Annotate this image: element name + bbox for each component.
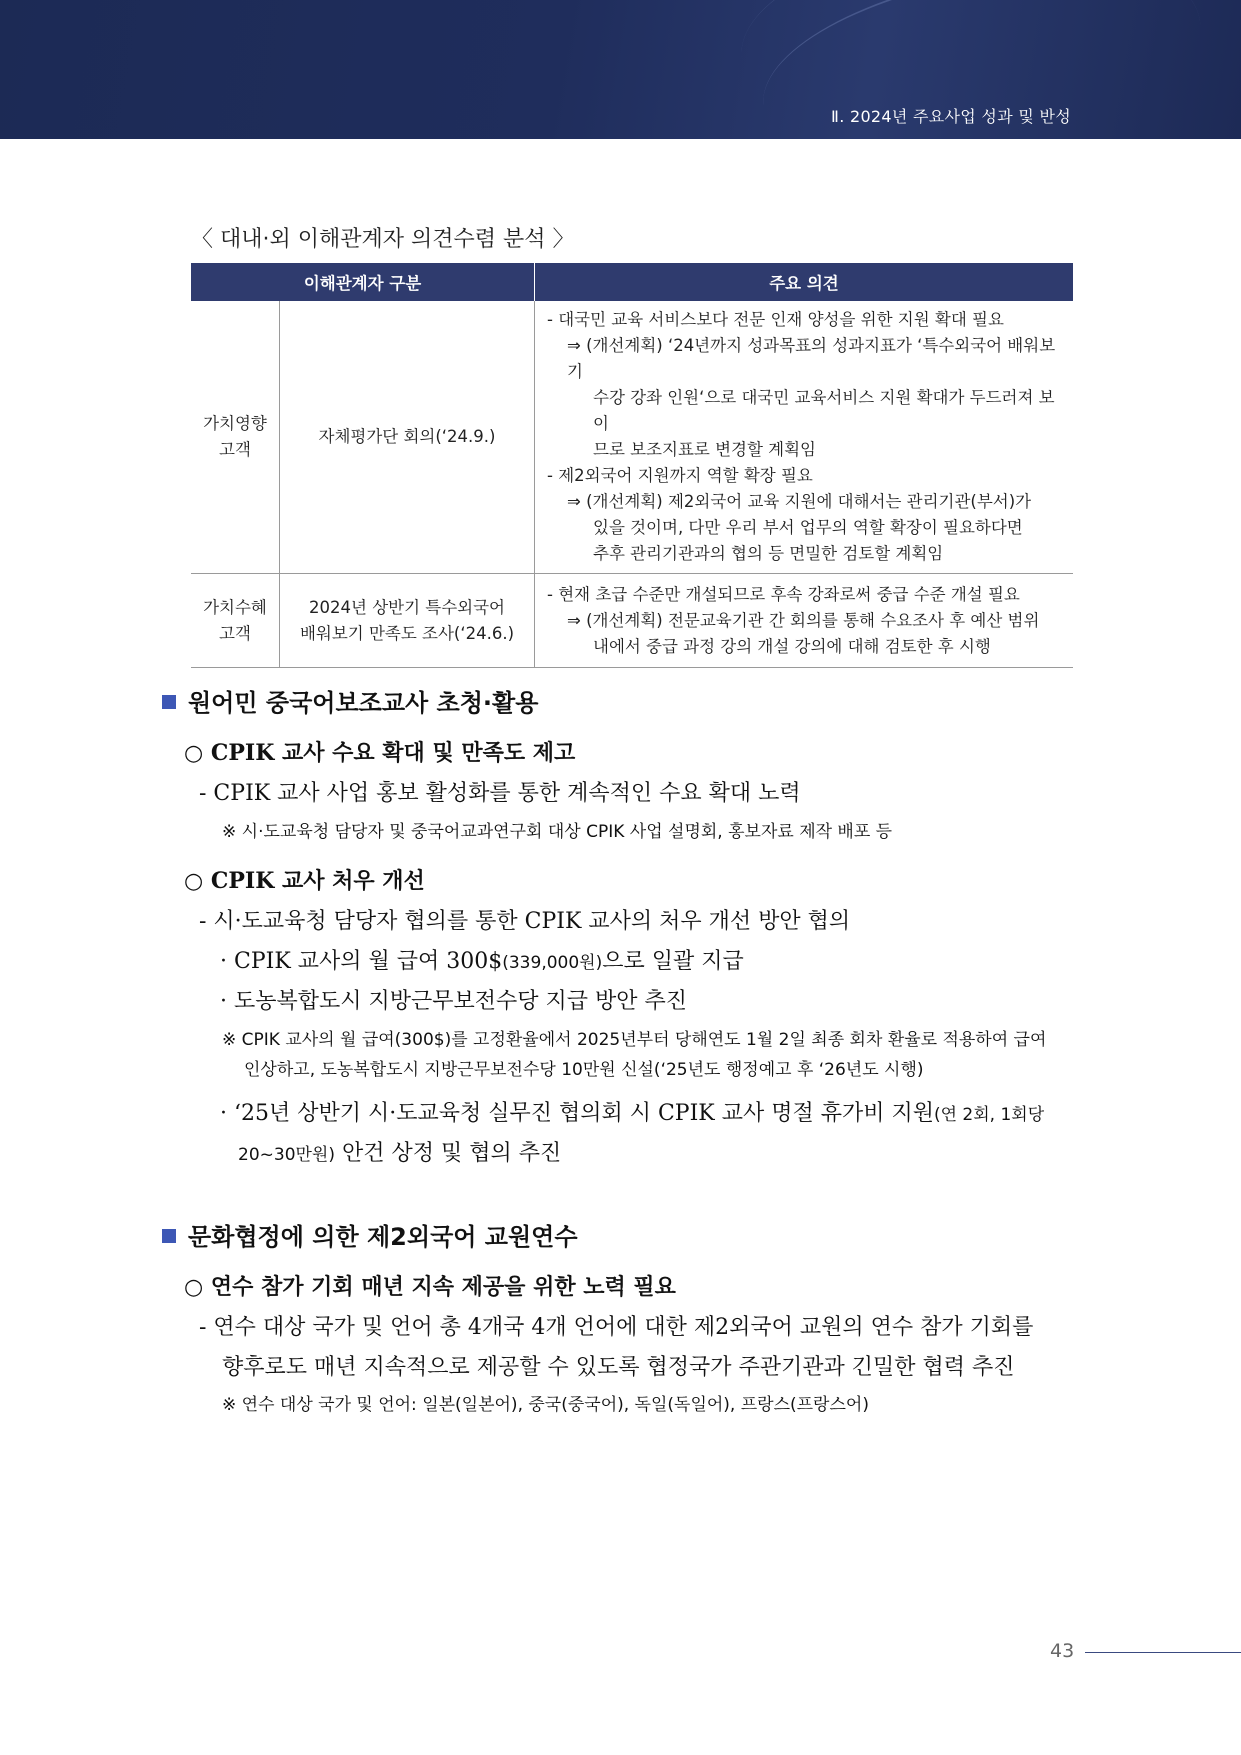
opinion-line: 추후 관리기관과의 협의 등 면밀한 검토할 계획임	[593, 544, 944, 563]
bullet-text: · ‘25년 상반기 시·도교육청 실무진 협의회 시 CPIK 교사 명절 휴가비 지원	[220, 1101, 934, 1126]
dash-item: 향후로도 매년 지속적으로 제공할 수 있도록 협정국가 주관기관과 긴밀한 협력 추진	[222, 1355, 1015, 1380]
opinion-line: ⇒ (개선계획) 제2외국어 교육 지원에 대해서는 관리기관(부서)가	[567, 492, 1032, 511]
source-line: 배워보기 만족도 조사(‘24.6.)	[299, 623, 515, 643]
opinion-line: ⇒ (개선계획) 전문교육기관 간 회의를 통해 수요조사 후 예산 범위	[567, 610, 1040, 630]
bullet-small-text: 20~30만원)	[238, 1145, 335, 1165]
bullet-item	[220, 1096, 1044, 1127]
table-caption: 〈 대내·외 이해관계자 의견수렴 분석 〉	[191, 227, 575, 252]
header-stakeholder: 이해관계자 구분	[191, 263, 535, 301]
note-item: ※ 시·도교육청 담당자 및 중국어교과연구회 대상 CPIK 사업 설명회, 홍보자료 제작 배포 등	[222, 822, 893, 842]
bullet-small-text: (연 2회, 1회당	[933, 1105, 1045, 1125]
table-row	[191, 301, 1073, 574]
dash-item: - 연수 대상 국가 및 언어 총 4개국 4개 언어에 대한 제2외국어 교원의 연수 참가 기회를	[199, 1315, 1034, 1340]
stakeholder-category	[191, 301, 280, 574]
square-bullet-icon	[162, 695, 176, 709]
bullet-item	[220, 944, 744, 975]
category-line: 고객	[219, 623, 251, 643]
note-item: ※ 연수 대상 국가 및 언어: 일본(일본어), 중국(중국어), 독일(독일어), 프랑스(프랑스어)	[222, 1395, 869, 1415]
bullet-item: · 도농복합도시 지방근무보전수당 지급 방안 추진	[220, 989, 688, 1014]
bullet-text: 으로 일괄 지급	[602, 949, 744, 974]
bullet-text: · CPIK 교사의 월 급여 300$	[220, 949, 503, 974]
table-row	[191, 574, 1073, 668]
square-bullet-icon	[162, 1229, 176, 1243]
opinion-source	[280, 574, 535, 668]
source-line: 2024년 상반기 특수외국어	[309, 597, 505, 617]
dash-item: - 시·도교육청 담당자 협의를 통한 CPIK 교사의 처우 개선 방안 협의	[199, 909, 851, 934]
header-band	[0, 0, 1241, 139]
opinion-line: 있을 것이며, 다만 우리 부서 업무의 역할 확장이 필요하다면	[593, 518, 1023, 537]
page-number-rule	[1085, 1652, 1241, 1653]
section-title: 원어민 중국어보조교사 초청·활용	[188, 689, 539, 717]
opinion-line: - 제2외국어 지원까지 역할 확장 필요	[547, 466, 813, 485]
opinion-line: 내에서 중급 과정 강의 개설 강의에 대해 검토한 후 시행	[593, 636, 991, 656]
section-heading	[162, 683, 538, 718]
note-item: ※ CPIK 교사의 월 급여(300$)를 고정환율에서 2025년부터 당해연도 1월 2일 최종 회차 환율로 적용하여 급여	[222, 1030, 1047, 1050]
table-header-row	[191, 263, 1073, 301]
stakeholder-opinion-table	[191, 263, 1073, 668]
opinion-source	[280, 301, 535, 574]
opinion-line: - 대국민 교육 서비스보다 전문 인재 양성을 위한 지원 확대 필요	[547, 310, 1004, 329]
category-line: 가치영향	[203, 414, 267, 433]
subheading: ○ CPIK 교사 수요 확대 및 만족도 제고	[184, 740, 576, 766]
bullet-text: 안건 상정 및 협의 추진	[334, 1141, 562, 1166]
opinion-list	[535, 574, 1074, 668]
subheading: ○ 연수 참가 기회 매년 지속 제공을 위한 노력 필요	[184, 1274, 676, 1300]
bullet-small-text: (339,000원)	[502, 953, 603, 973]
header-opinions: 주요 의견	[535, 263, 1074, 301]
source-line: 자체평가단 회의(‘24.9.)	[318, 427, 496, 446]
subheading: ○ CPIK 교사 처우 개선	[184, 868, 425, 894]
category-line: 가치수혜	[203, 597, 267, 617]
section-heading	[162, 1217, 578, 1252]
section-title: 문화협정에 의한 제2외국어 교원연수	[188, 1223, 578, 1251]
opinion-line: ⇒ (개선계획) ‘24년까지 성과목표의 성과지표가 ‘특수외국어 배워보기	[567, 336, 1056, 381]
bullet-item	[238, 1136, 561, 1167]
page-number: 43	[1050, 1640, 1075, 1662]
category-line: 고객	[219, 440, 251, 459]
note-item: 인상하고, 도농복합도시 지방근무보전수당 10만원 신설(‘25년도 행정예고 후 ‘26년도 시행)	[244, 1060, 924, 1080]
opinion-list	[535, 301, 1074, 574]
dash-item: - CPIK 교사 사업 홍보 활성화를 통한 계속적인 수요 확대 노력	[199, 781, 801, 806]
stakeholder-category	[191, 574, 280, 668]
chapter-title: Ⅱ. 2024년 주요사업 성과 및 반성	[831, 107, 1071, 126]
opinion-line: - 현재 초급 수준만 개설되므로 후속 강좌로써 중급 수준 개설 필요	[547, 584, 1020, 604]
opinion-line: 수강 강좌 인원‘으로 대국민 교육서비스 지원 확대가 두드러져 보이	[593, 388, 1055, 433]
opinion-line: 므로 보조지표로 변경할 계획임	[593, 440, 816, 459]
